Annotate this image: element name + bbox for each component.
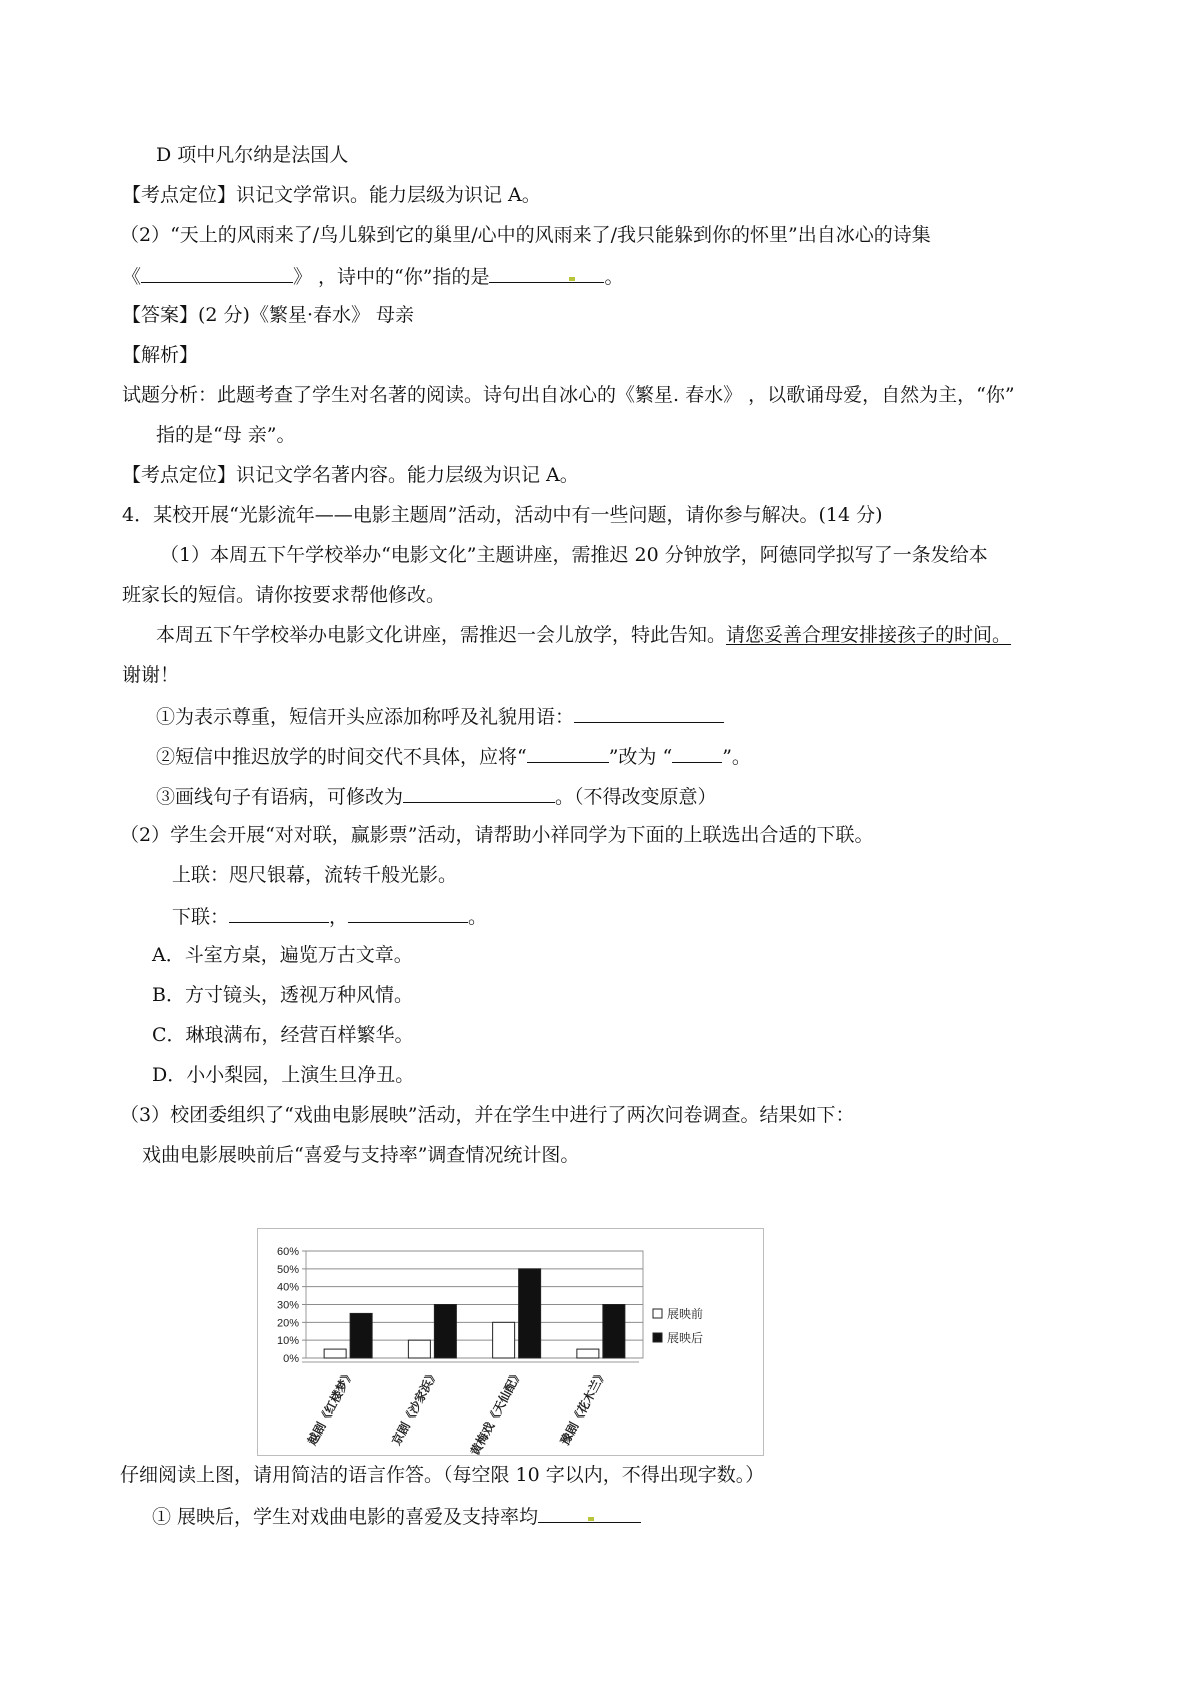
- text-segment: 。: [604, 266, 624, 288]
- answer-blank[interactable]: [574, 702, 724, 723]
- text-line: [122, 262, 624, 290]
- y-tick-label: 10%: [276, 1335, 299, 1348]
- sms-text: 谢谢！: [122, 664, 180, 686]
- text-segment: ① 展映后，学生对戏曲电影的喜爱及支持率均: [152, 1506, 539, 1528]
- answer-blank[interactable]: [672, 742, 722, 763]
- answer-blank[interactable]: [538, 1502, 641, 1523]
- highlight-mark: [569, 277, 575, 281]
- option-a: A．斗室方桌，遍览万古文章。: [152, 944, 413, 966]
- text-segment: 。（不得改变原意）: [555, 786, 717, 808]
- text-segment: 》 ，诗中的“你”指的是: [293, 266, 490, 288]
- bar-before: [408, 1340, 430, 1358]
- answer-blank[interactable]: [489, 262, 604, 283]
- text-line: 班家长的短信。请你按要求帮他修改。: [122, 584, 446, 606]
- text-line: D 项中凡尔纳是法国人: [156, 144, 349, 166]
- category-label: 京剧《沙家浜》: [389, 1366, 442, 1448]
- option-b: B．方寸镜头，透视万种风情。: [152, 984, 413, 1006]
- answer-blank[interactable]: [229, 902, 329, 923]
- question-stem: （2）“天上的风雨来了/鸟儿躲到它的巢里/心中的风雨来了/我只能躲到你的怀里”出自冰心的诗集: [120, 224, 931, 246]
- answer-blank[interactable]: [141, 262, 293, 283]
- instruction-text: 仔细阅读上图，请用简洁的语言作答。（每空限 10 字以内，不得出现字数。）: [120, 1464, 765, 1486]
- option-d: D．小小梨园，上演生旦净丑。: [152, 1064, 415, 1086]
- legend-label: 展映后: [667, 1331, 704, 1345]
- question-stem: （3）校团委组织了“戏曲电影展映”活动，并在学生中进行了两次问卷调查。结果如下：: [120, 1104, 855, 1126]
- sub-question: [156, 702, 724, 730]
- text-line: 【考点定位】识记文学名著内容。能力层级为识记 A。: [122, 464, 579, 486]
- chart-caption: 戏曲电影展映前后“喜爱与支持率”调查情况统计图。: [142, 1144, 580, 1166]
- text-segment: 《: [122, 266, 142, 288]
- text-segment: 本周五下午学校举办电影文化讲座，需推迟一会儿放学，特此告知。: [156, 624, 727, 646]
- answer-blank[interactable]: [527, 742, 609, 763]
- legend-label: 展映前: [667, 1307, 704, 1321]
- question-stem: （2）学生会开展“对对联，赢影票”活动，请帮助小祥同学为下面的上联选出合适的下联。: [120, 824, 874, 846]
- text-segment: ③画线句子有语病，可修改为: [156, 786, 404, 808]
- text-segment: ①为表示尊重，短信开头应添加称呼及礼貌用语：: [156, 706, 575, 728]
- couplet-lower: [172, 902, 487, 930]
- legend-swatch: [653, 1309, 662, 1318]
- highlight-mark: [588, 1517, 594, 1521]
- bar-before: [324, 1349, 346, 1358]
- analysis-text: 指的是“母 亲”。: [156, 424, 296, 446]
- text-segment: ②短信中推迟放学的时间交代不具体，应将“: [156, 746, 527, 768]
- y-tick-label: 40%: [276, 1281, 299, 1294]
- sub-question: [156, 782, 717, 810]
- category-label: 越剧《红楼梦》: [304, 1366, 357, 1448]
- text-line: 【考点定位】识记文学常识。能力层级为识记 A。: [122, 184, 541, 206]
- sub-question: [156, 742, 751, 770]
- y-tick-label: 60%: [276, 1246, 299, 1258]
- category-label: 豫剧《花木兰》: [557, 1366, 610, 1448]
- sms-text: [156, 622, 1011, 648]
- question-title: 4．某校开展“光影流年——电影主题周”活动，活动中有一些问题，请你参与解决。(14 分): [122, 504, 883, 526]
- question-stem: （1）本周五下午学校举办“电影文化”主题讲座，需推迟 20 分钟放学，阿德同学拟写了一条发给本: [160, 544, 988, 566]
- bar-chart: [257, 1228, 764, 1456]
- category-label: 黄梅戏《天仙配》: [467, 1366, 526, 1455]
- bar-before: [493, 1322, 515, 1358]
- text-segment: 下联：: [172, 906, 230, 928]
- text-segment: ”改为 “: [608, 746, 673, 768]
- answer-blank[interactable]: [403, 782, 555, 803]
- text-segment: ”。: [722, 746, 751, 768]
- y-tick-label: 50%: [276, 1263, 299, 1276]
- sub-question: [152, 1502, 641, 1530]
- underlined-sentence: 请您妥善合理安排接孩子的时间。: [726, 624, 1012, 646]
- couplet-upper: 上联：咫尺银幕，流转千般光影。: [172, 864, 458, 886]
- bar-after: [350, 1313, 372, 1358]
- bar-after: [434, 1305, 456, 1359]
- legend-swatch: [653, 1333, 662, 1342]
- y-tick-label: 0%: [283, 1353, 299, 1365]
- answer-blank[interactable]: [348, 902, 468, 923]
- y-tick-label: 20%: [276, 1317, 299, 1330]
- text-segment: 。: [468, 906, 488, 928]
- bar-after: [603, 1305, 625, 1359]
- text-segment: ，: [329, 906, 349, 928]
- option-c: C．琳琅满布，经营百样繁华。: [152, 1024, 414, 1046]
- text-line: 【解析】: [122, 344, 199, 366]
- y-tick-label: 30%: [276, 1299, 299, 1312]
- answer-line: 【答案】(2 分)《繁星·春水》 母亲: [122, 304, 415, 326]
- bar-before: [577, 1349, 599, 1358]
- bar-after: [519, 1269, 541, 1358]
- analysis-text: 试题分析：此题考查了学生对名著的阅读。诗句出自冰心的《繁星. 春水》 ，以歌诵母爱，自然为主，“你”: [122, 384, 1015, 406]
- bar-chart-svg: [258, 1229, 763, 1455]
